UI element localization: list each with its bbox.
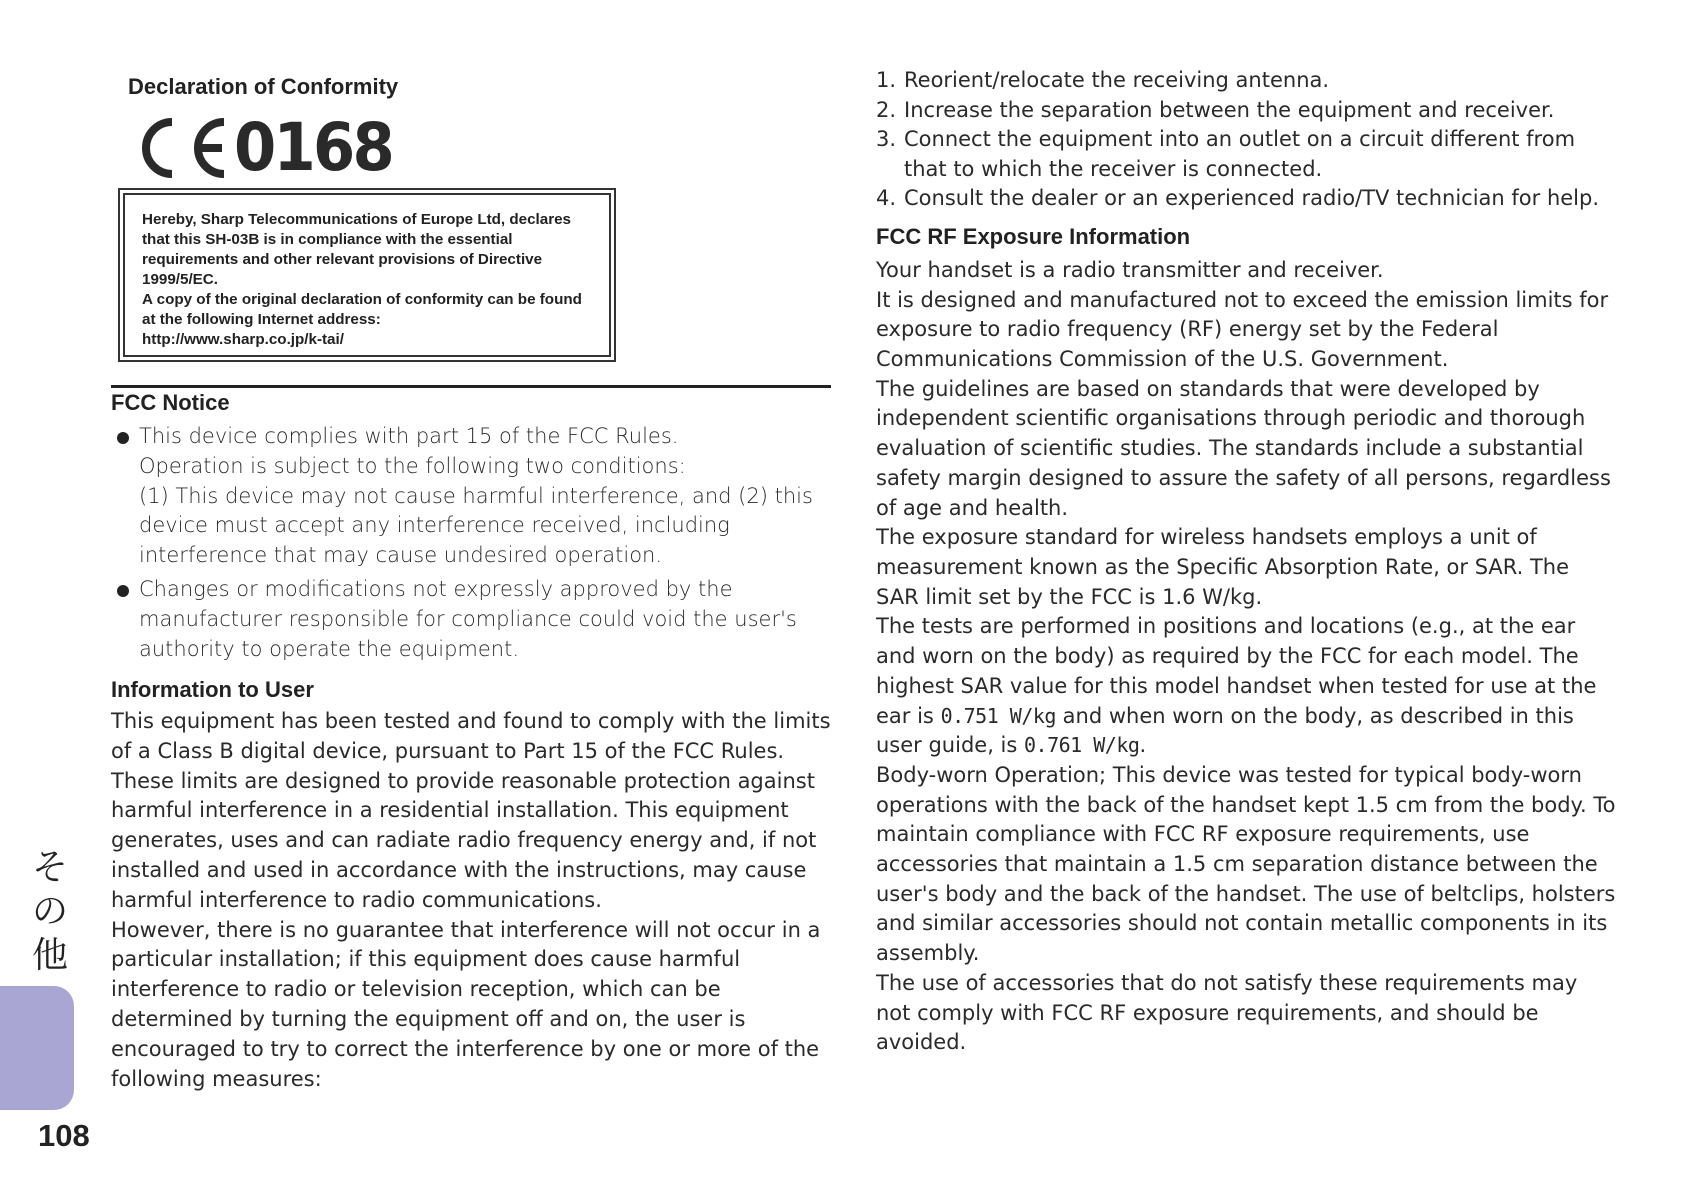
- chapter-tab: [0, 986, 74, 1110]
- bullet-icon: [117, 432, 129, 444]
- declaration-title: Declaration of Conformity: [128, 74, 399, 99]
- list-item: [111, 575, 831, 664]
- measures-list: [876, 66, 1616, 214]
- information-to-user-section: [111, 675, 839, 1094]
- rf-sar-paragraph: [876, 612, 1616, 761]
- list-item: [876, 66, 1616, 96]
- right-column: [876, 66, 1616, 1058]
- declaration-line: A copy of the original declaration of conformity can be found: [142, 291, 582, 308]
- declaration-line: 1999/5/EC.: [142, 271, 218, 288]
- ce-mark: [132, 109, 406, 186]
- fcc-notice-section: [111, 388, 831, 664]
- side-tab-char: 他: [31, 935, 68, 976]
- rf-exposure-heading: FCC RF Exposure Information: [876, 223, 1191, 249]
- declaration-line: that this SH-03B is in compliance with the essential: [142, 231, 513, 248]
- page-number: 108: [38, 1118, 90, 1153]
- ce-logo-icon: [132, 116, 230, 180]
- list-text: Increase the separation between the equipment and receiver.: [904, 97, 1555, 122]
- bullet-paragraph: Changes or modifications not expressly approved by the manufacturer responsible for compliance could void the user's authority to operate the equipment.: [139, 576, 797, 661]
- list-number: 1.: [876, 68, 897, 92]
- sar-ear-value: 0.751 W/kg: [940, 703, 1056, 728]
- declaration-line: at the following Internet address:: [142, 311, 381, 328]
- info-paragraph: This equipment has been tested and found to comply with the limits of a Class B digital device, pursuant to Part 15 of the FCC Rules. These limits are designed to provide reasonable protection against harmful interference in a residential installation. This equipment generates, uses and can radiate radio frequency energy and, if not installed and used in accordance with the instructions, may cause harmful interference to radio communications.: [111, 709, 831, 912]
- rf-text: and when worn on the body, as described in this user guide, is: [876, 703, 1574, 758]
- rf-paragraph: The use of accessories that do not satisfy these requirements may not comply with FCC RF exposure requirements, and should be avoided.: [876, 970, 1578, 1055]
- ce-notified-body-number: 0168: [234, 109, 392, 186]
- side-tab-char: の: [31, 891, 68, 932]
- rf-paragraph: The guidelines are based on standards that were developed by independent scientific organisations through periodic and thorough evaluation of scientific studies. The standards include a substantial safety margin designed to assure the safety of all persons, regardless of age and health.: [876, 376, 1611, 520]
- declaration-box: [118, 188, 616, 362]
- list-item: [876, 96, 1616, 126]
- list-text: Connect the equipment into an outlet on a circuit different from that to which the receiver is connected.: [904, 127, 1576, 181]
- side-tab-char: そ: [31, 847, 68, 888]
- list-item: [876, 184, 1616, 214]
- bullet-icon: [117, 585, 129, 597]
- rf-paragraph: It is designed and manufactured not to exceed the emission limits for exposure to radio frequency (RF) energy set by the Federal Communications Commission of the U.S. Government.: [876, 287, 1609, 372]
- rf-paragraph: Body-worn Operation; This device was tested for typical body-worn operations with the back of the handset kept 1.5 cm from the body. To maintain compliance with FCC RF exposure requirements, use accessories that maintain a 1.5 cm separation distance between the user's body and the back of the handset. The use of beltclips, holsters and similar accessories should not contain metallic components in its assembly.: [876, 762, 1616, 966]
- list-item: [876, 125, 1616, 184]
- list-text: Consult the dealer or an experienced radio/TV technician for help.: [904, 186, 1600, 211]
- bullet-paragraph: Operation is subject to the following two conditions:: [139, 453, 686, 478]
- fcc-notice-heading: FCC Notice: [111, 390, 230, 415]
- bullet-paragraph: This device complies with part 15 of the FCC Rules.: [139, 424, 679, 448]
- side-tab-label: [24, 846, 76, 978]
- rf-text: The tests are performed in positions and locations (e.g., at the ear and worn on the body) as required by the FCC for each model. The highest SAR value for this model handset when tested for use at the ear is: [876, 614, 1597, 728]
- rf-exposure-section: [876, 222, 1616, 1058]
- declaration-line: Hereby, Sharp Telecommunications of Europe Ltd, declares: [142, 211, 572, 228]
- rf-text: .: [1139, 733, 1147, 758]
- sar-body-value: 0.761 W/kg: [1024, 733, 1140, 758]
- bullet-paragraph: (1) This device may not cause harmful interference, and (2) this device must accept any interference received, including interference that may cause undesired operation.: [139, 483, 813, 568]
- declaration-box-inner: [123, 193, 611, 357]
- fcc-notice-list: [111, 422, 831, 664]
- list-number: 4.: [876, 186, 897, 211]
- information-to-user-heading: Information to User: [111, 677, 314, 702]
- list-item: [111, 422, 831, 571]
- info-paragraph: However, there is no guarantee that interference will not occur in a particular installation; if this equipment does cause harmful interference to radio or television reception, which can be determined by turning the equipment off and on, the user is encouraged to try to correct the interference by one or more of the following measures:: [111, 917, 821, 1091]
- declaration-line: requirements and other relevant provisions of Directive: [142, 251, 543, 268]
- rf-paragraph: Your handset is a radio transmitter and receiver.: [876, 257, 1384, 282]
- list-number: 2.: [876, 97, 897, 122]
- list-number: 3.: [876, 127, 897, 152]
- rf-paragraph: The exposure standard for wireless handsets employs a unit of measurement known as the Specific Absorption Rate, or SAR. The SAR limit set by the FCC is 1.6 W/kg.: [876, 525, 1570, 609]
- declaration-url: http://www.sharp.co.jp/k-tai/: [142, 331, 344, 348]
- list-text: Reorient/relocate the receiving antenna.: [904, 68, 1330, 92]
